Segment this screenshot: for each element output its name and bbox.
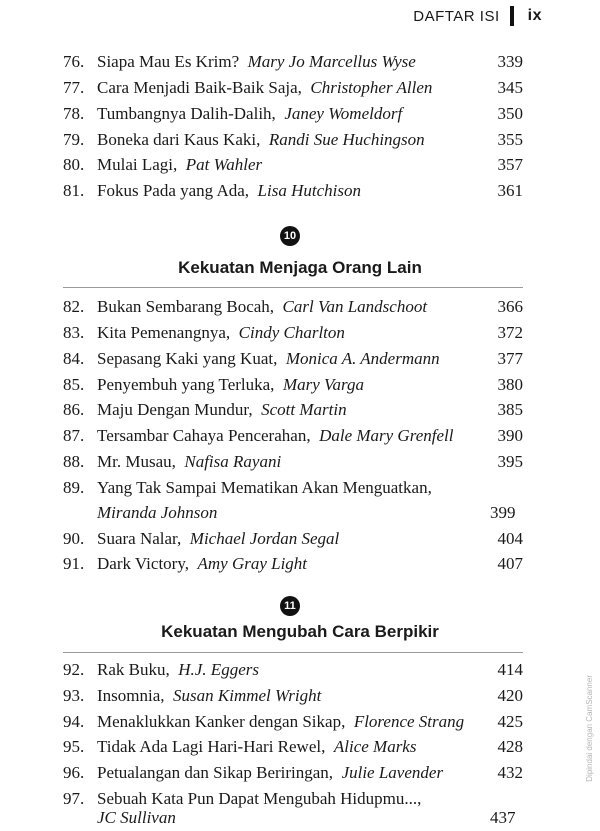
toc-entry: 84. Sepasang Kaki yang Kuat, Monica A. Andermann 377 [63,349,523,368]
header-page-number: ix [527,7,542,24]
toc-entry-page: 437 [490,808,516,827]
toc-entry: 92. Rak Buku, H.J. Eggers 414 [63,660,523,679]
running-header [413,6,542,26]
toc-entry: 86. Maju Dengan Mundur, Scott Martin 385 [63,400,523,419]
toc-entry: 90. Suara Nalar, Michael Jordan Segal 404 [63,529,523,548]
header-divider [510,6,514,26]
section-title: Kekuatan Mengubah Cara Berpikir [161,622,439,641]
toc-entry-page: 399 [490,503,516,522]
toc-entry: 82. Bukan Sembarang Bocah, Carl Van Landschoot 366 [63,297,523,316]
section-number-badge: 11 [280,596,300,616]
toc-entry: 97. Sebuah Kata Pun Dapat Mengubah Hidupmu..., [63,789,422,808]
toc-entry: 77. Cara Menjadi Baik-Baik Saja, Christopher Allen 345 [63,78,523,97]
toc-entry: 93. Insomnia, Susan Kimmel Wright 420 [63,686,523,705]
section-divider [63,652,523,653]
section-divider [63,287,523,288]
toc-entry: 94. Menaklukkan Kanker dengan Sikap, Florence Strang 425 [63,712,523,731]
toc-entry: 85. Penyembuh yang Terluka, Mary Varga 380 [63,375,523,394]
toc-entry: 76. Siapa Mau Es Krim? Mary Jo Marcellus Wyse 339 [63,52,523,71]
header-title: DAFTAR ISI [413,7,500,25]
toc-entry: 83. Kita Pemenangnya, Cindy Charlton 372 [63,323,523,342]
section-number-badge: 10 [280,226,300,246]
toc-entry: 87. Tersambar Cahaya Pencerahan, Dale Mary Grenfell 390 [63,426,523,445]
toc-entry: 88. Mr. Musau, Nafisa Rayani 395 [63,452,523,471]
toc-entry-author-continuation: JC Sullivan [97,808,176,827]
toc-entry: 78. Tumbangnya Dalih-Dalih, Janey Womeldorf 350 [63,104,523,123]
toc-entry: 89. Yang Tak Sampai Mematikan Akan Menguatkan, [63,478,432,497]
section-title: Kekuatan Menjaga Orang Lain [178,258,422,277]
toc-entry: 95. Tidak Ada Lagi Hari-Hari Rewel, Alice Marks 428 [63,737,523,756]
toc-entry: 80. Mulai Lagi, Pat Wahler 357 [63,155,523,174]
toc-entry: 96. Petualangan dan Sikap Beriringan, Julie Lavender 432 [63,763,523,782]
toc-entry: 81. Fokus Pada yang Ada, Lisa Hutchison 361 [63,181,523,200]
scanner-watermark: Dipindai dengan CamScanner [585,675,594,782]
toc-entry: 79. Boneka dari Kaus Kaki, Randi Sue Huchingson 355 [63,130,523,149]
toc-entry-author-continuation: Miranda Johnson [97,503,218,522]
toc-entry: 91. Dark Victory, Amy Gray Light 407 [63,554,523,573]
